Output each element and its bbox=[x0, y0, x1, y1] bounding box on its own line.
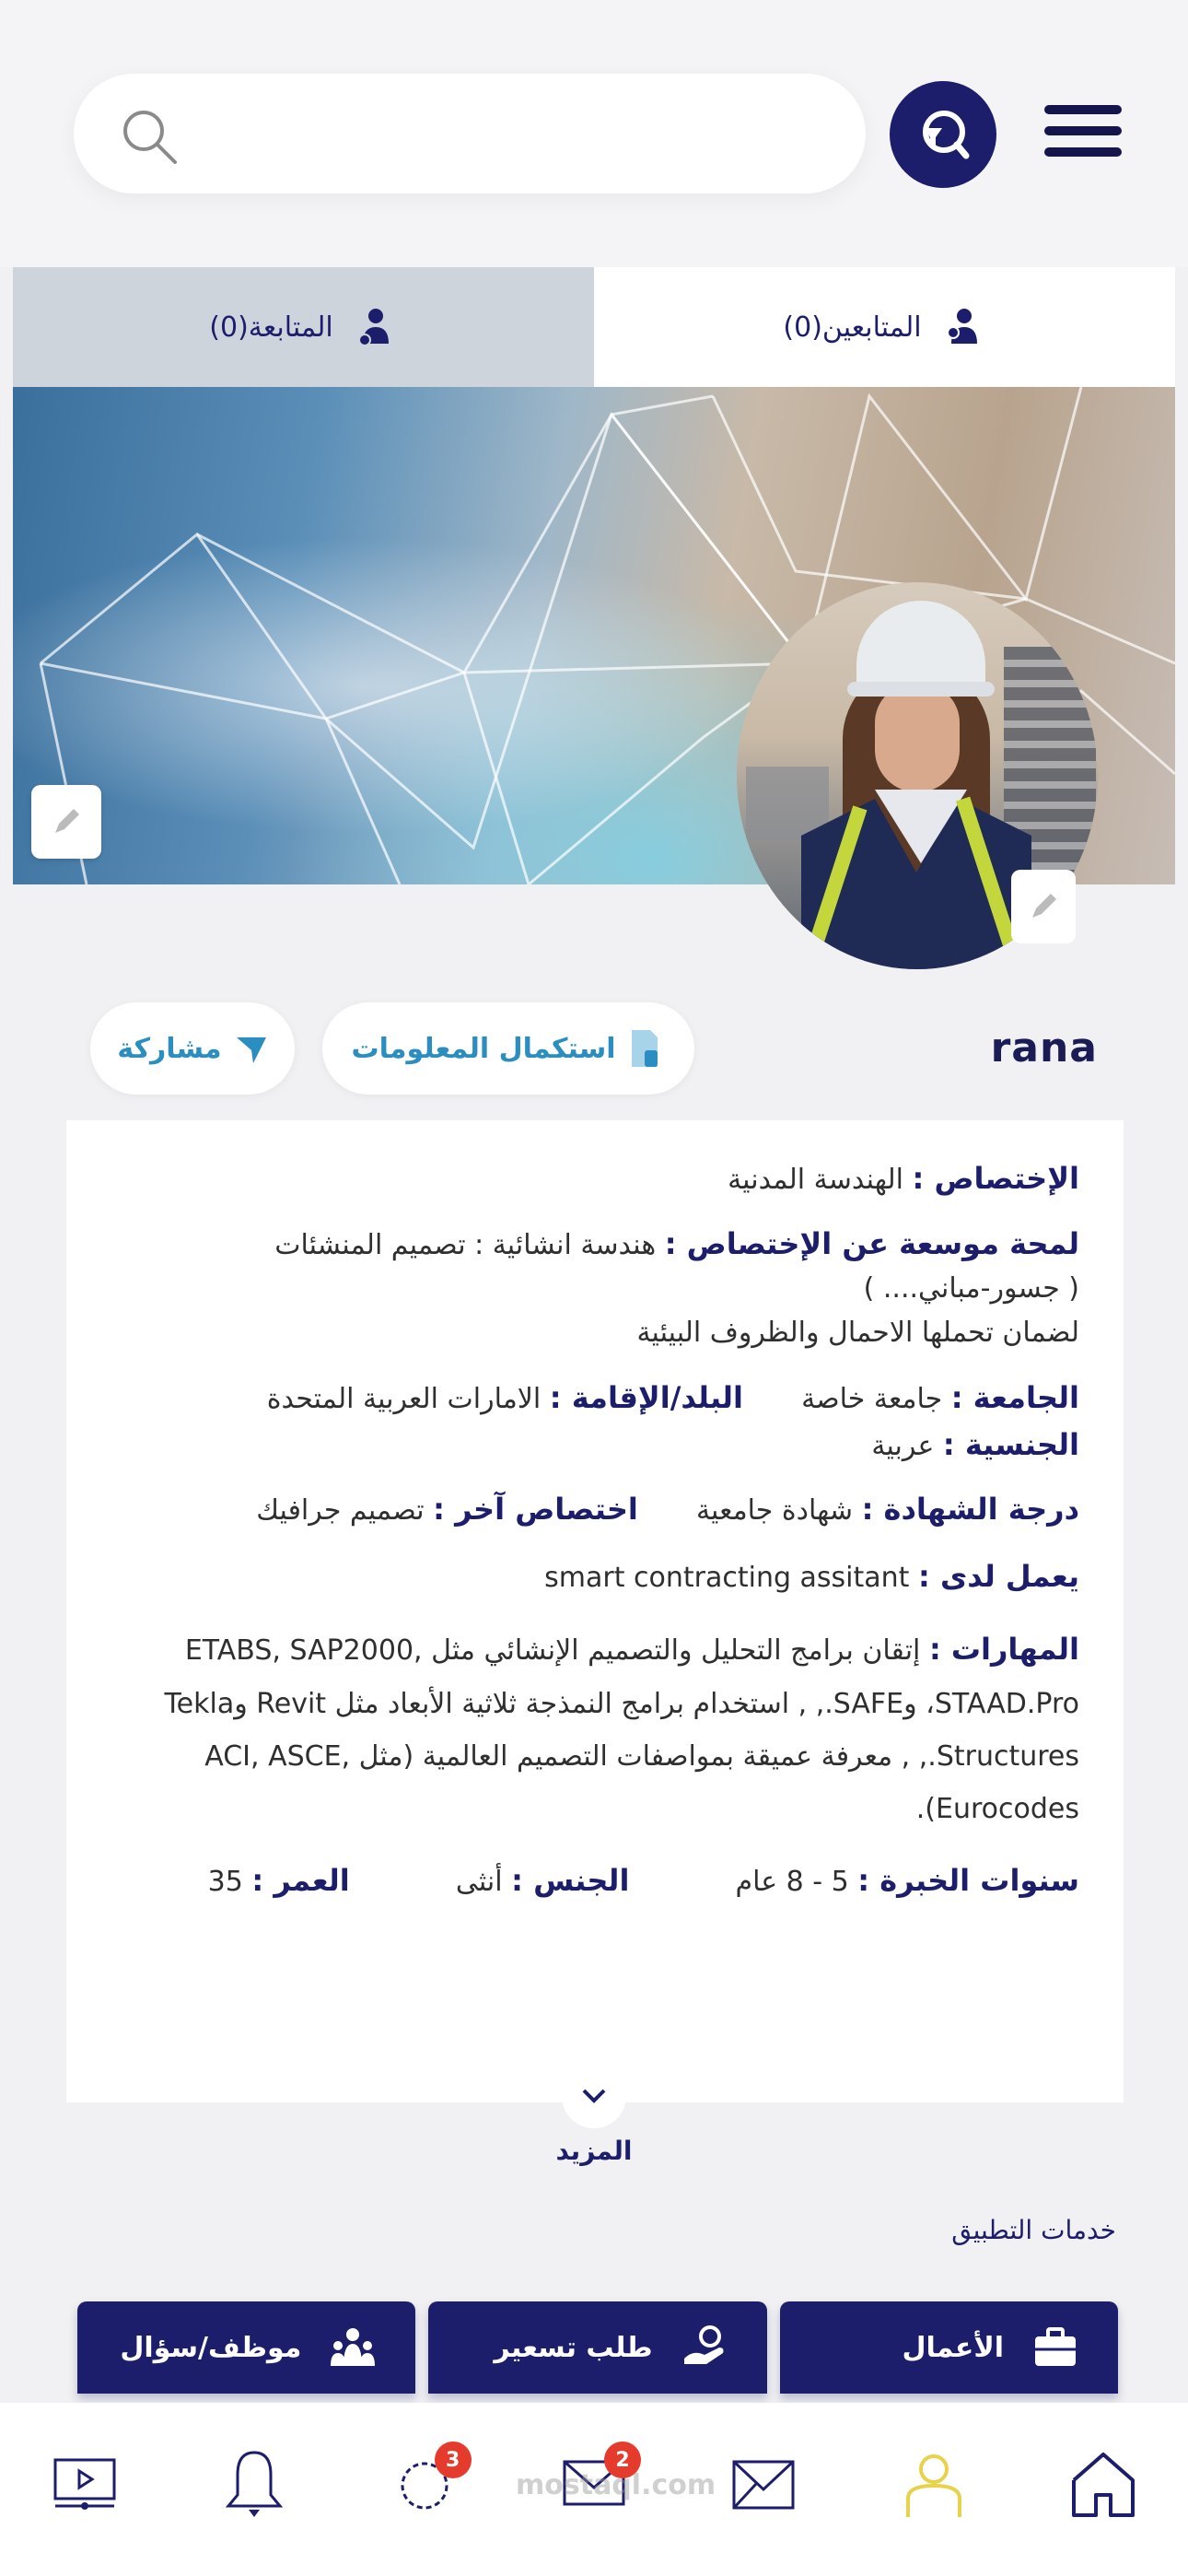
filter-search-icon bbox=[911, 102, 975, 167]
service-price-request-button[interactable] bbox=[428, 2301, 766, 2394]
document-edit-icon bbox=[628, 1026, 665, 1071]
nationality-value: عربية bbox=[871, 1429, 935, 1462]
chevron-down-icon bbox=[580, 2087, 608, 2105]
price-request-icon bbox=[679, 2322, 730, 2373]
service-works-button[interactable] bbox=[780, 2301, 1118, 2394]
avatar-helmet-brim bbox=[847, 682, 995, 697]
filter-search-button[interactable] bbox=[890, 81, 996, 188]
pencil-icon bbox=[50, 805, 83, 838]
country-label: البلد/الإقامة : bbox=[549, 1380, 743, 1415]
university-label: الجامعة : bbox=[950, 1380, 1079, 1415]
user-followers-icon bbox=[942, 305, 986, 349]
pencil-icon bbox=[1027, 890, 1060, 923]
share-label: مشاركة bbox=[117, 1032, 222, 1065]
briefcase-icon bbox=[1030, 2322, 1081, 2373]
service-price-request-label: طلب تسعير bbox=[494, 2331, 653, 2364]
detail-overview-line3 bbox=[111, 1313, 1079, 1353]
services-title: خدمات التطبيق bbox=[951, 2215, 1116, 2245]
detail-university-country bbox=[111, 1376, 1079, 1420]
works-at-label: يعمل لدى : bbox=[918, 1558, 1079, 1594]
show-more-button[interactable] bbox=[562, 2064, 626, 2128]
other-specialty-label: اختصاص آخر : bbox=[433, 1492, 638, 1527]
service-works-label: الأعمال bbox=[902, 2331, 1004, 2364]
university-value: جامعة خاصة bbox=[801, 1383, 943, 1415]
detail-nationality bbox=[111, 1423, 1079, 1467]
overview-value: هندسة انشائية : تصميم المنشئات bbox=[274, 1228, 657, 1261]
gender-value: أنثى bbox=[455, 1865, 503, 1898]
tab-followers-label: المتابعين(0) bbox=[783, 310, 922, 344]
nav-notifications[interactable] bbox=[204, 2447, 305, 2539]
gender-label: الجنس : bbox=[511, 1862, 630, 1898]
search-input[interactable] bbox=[203, 101, 829, 166]
works-at-value: smart contracting assitant bbox=[544, 1561, 910, 1594]
follow-tabs bbox=[13, 267, 1175, 387]
specialty-label: الإختصاص : bbox=[912, 1161, 1079, 1196]
envelope-icon bbox=[727, 2447, 800, 2524]
user-following-icon bbox=[354, 305, 398, 349]
share-button[interactable] bbox=[90, 1002, 295, 1095]
watermark: mostaql.com bbox=[516, 2469, 716, 2501]
complete-info-button[interactable] bbox=[322, 1002, 694, 1095]
other-specialty-value: تصميم جرافيك bbox=[256, 1494, 425, 1527]
nav-profile[interactable] bbox=[883, 2447, 984, 2539]
detail-degree bbox=[111, 1488, 1079, 1531]
service-staff-question-button[interactable] bbox=[77, 2301, 415, 2394]
top-bar bbox=[0, 0, 1188, 267]
edit-avatar-button[interactable] bbox=[1011, 870, 1076, 943]
detail-works-at bbox=[111, 1555, 1079, 1598]
home-icon bbox=[1066, 2447, 1140, 2524]
experience-value: 5 - 8 عام bbox=[735, 1865, 849, 1898]
degree-value: شهادة جامعية bbox=[695, 1494, 854, 1527]
service-staff-question-label: موظف/سؤال bbox=[120, 2331, 302, 2364]
tab-following[interactable] bbox=[13, 267, 594, 387]
nav-settings[interactable] bbox=[374, 2447, 475, 2539]
specialty-value: الهندسة المدنية bbox=[728, 1164, 903, 1196]
detail-specialty bbox=[111, 1157, 1079, 1200]
menu-line bbox=[1044, 126, 1122, 135]
detail-overview-line2 bbox=[111, 1269, 1079, 1309]
profile-name: rana bbox=[990, 1025, 1098, 1071]
country-value: الامارات العربية المتحدة bbox=[266, 1383, 542, 1415]
video-icon bbox=[48, 2447, 122, 2524]
avatar-helmet bbox=[856, 601, 985, 693]
nav-home[interactable] bbox=[1053, 2447, 1154, 2539]
settings-badge: 3 bbox=[435, 2441, 472, 2478]
menu-button[interactable] bbox=[1044, 96, 1122, 166]
services-row bbox=[77, 2301, 1118, 2394]
avatar-face bbox=[875, 684, 960, 792]
age-value: 35 bbox=[207, 1865, 243, 1898]
overview-line3: لضمان تحملها الاحمال والظروف البيئية bbox=[636, 1316, 1079, 1349]
search-bar[interactable] bbox=[74, 74, 866, 193]
detail-experience-gender-age bbox=[111, 1859, 1079, 1903]
send-icon bbox=[235, 1032, 268, 1065]
skills-value: إتقان برامج التحليل والتصميم الإنشائي مثل ETABS, SAP2000, STAAD.Pro، وSAFE., , استخدام برامج النمذجة ثلاثية الأبعاد مثل Revit وTekla Structures., , معرفة عميقة بمواصفات التصميم العالمية (مثل ACI, ASCE, Eurocodes). bbox=[164, 1634, 1079, 1825]
overview-line2: ( جسور-مباني.... ) bbox=[863, 1272, 1079, 1305]
show-more-label[interactable]: المزيد bbox=[555, 2136, 633, 2166]
tab-followers[interactable] bbox=[594, 267, 1175, 387]
nationality-label: الجنسية : bbox=[942, 1426, 1079, 1462]
overview-label: لمحة موسعة عن الإختصاص : bbox=[664, 1225, 1079, 1261]
degree-label: درجة الشهادة : bbox=[861, 1492, 1079, 1527]
profile-details-card bbox=[66, 1120, 1124, 2102]
menu-line bbox=[1044, 105, 1122, 114]
bell-icon bbox=[217, 2447, 291, 2524]
detail-skills bbox=[111, 1622, 1079, 1835]
skills-label: المهارات : bbox=[928, 1632, 1079, 1667]
user-icon bbox=[897, 2447, 971, 2524]
detail-overview bbox=[111, 1223, 1079, 1266]
search-icon bbox=[118, 105, 182, 170]
tab-following-label: المتابعة(0) bbox=[209, 310, 333, 344]
nav-mail[interactable] bbox=[713, 2447, 814, 2539]
complete-info-label: استكمال المعلومات bbox=[351, 1032, 616, 1065]
menu-line bbox=[1044, 147, 1122, 157]
age-label: العمر : bbox=[251, 1862, 350, 1898]
edit-cover-button[interactable] bbox=[31, 785, 101, 859]
experience-label: سنوات الخبرة : bbox=[857, 1862, 1079, 1898]
staff-question-icon bbox=[327, 2322, 379, 2373]
nav-video[interactable] bbox=[34, 2447, 135, 2539]
messages-badge: 2 bbox=[604, 2441, 641, 2478]
